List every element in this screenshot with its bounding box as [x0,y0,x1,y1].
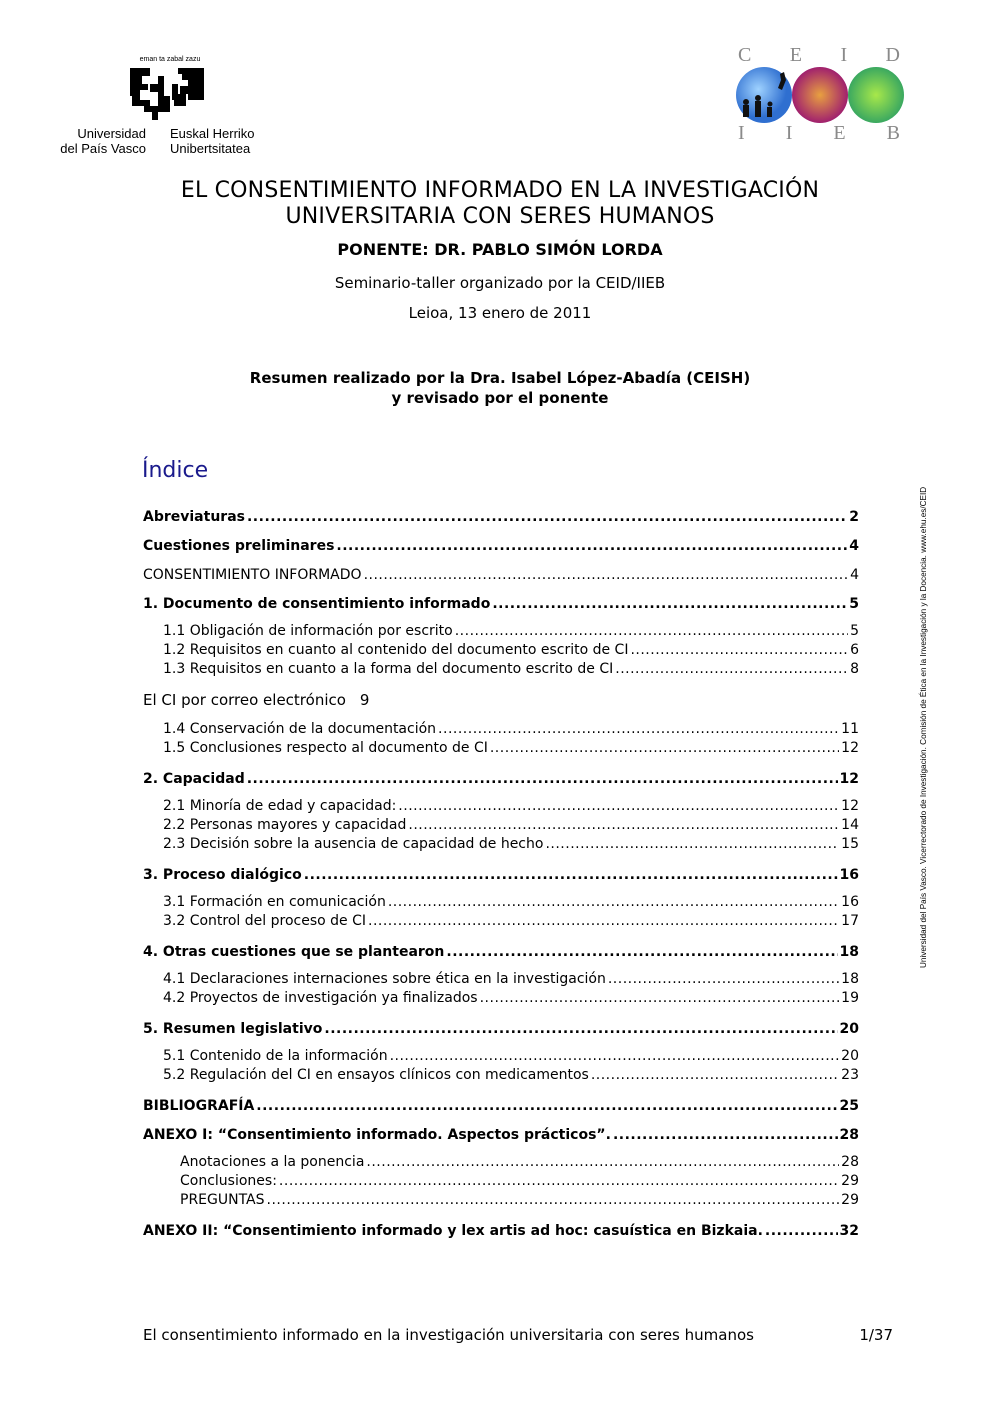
page-number: 1/37 [859,1326,893,1344]
upv-ehu-logo [46,56,276,160]
toc-entry[interactable]: 3.2 Control del proceso de CI ..... 17 [143,912,859,941]
toc-entry[interactable]: 1.1 Obligación de información por escrito ..... 5 [143,622,859,641]
university-name-eu: Euskal Herriko Unibertsitatea [170,126,255,156]
toc-entry[interactable]: 1.5 Conclusiones respecto al documento de CI ..... 12 [143,739,859,768]
toc-entry[interactable]: 2.2 Personas mayores y capacidad ..... 14 [143,816,859,835]
toc-entry[interactable]: 4.2 Proyectos de investigación ya finalizados ..... 19 [143,989,859,1018]
toc-entry[interactable]: Anotaciones a la ponencia ..... 28 [143,1153,859,1172]
place-date: Leioa, 13 enero de 2011 [408,304,592,322]
speaker: PONENTE: DR. PABLO SIMÓN LORDA [337,240,663,259]
summary-credit: Resumen realizado por la Dra. Isabel López-Abadía (CEISH) y revisado por el ponente [249,369,751,407]
table-of-contents [143,506,859,1249]
document-title: EL CONSENTIMIENTO INFORMADO EN LA INVESTIGACIÓN UNIVERSITARIA CON SERES HUMANOS [180,178,820,229]
ceid-circles-icon [734,66,906,124]
toc-entry[interactable]: Cuestiones preliminares ..... 4 [143,535,859,564]
iieb-letters: I I E B [738,122,902,144]
footer-title: El consentimiento informado en la investigación universitaria con seres humanos [143,1326,754,1344]
toc-entry[interactable]: 2.1 Minoría de edad y capacidad: ..... 12 [143,797,859,816]
toc-entry[interactable]: ANEXO II: “Consentimiento informado y lex artis ad hoc: casuística en Bizkaia. ..... 32 [143,1220,859,1249]
toc-entry[interactable]: 1.3 Requisitos en cuanto a la forma del documento escrito de CI ..... 8 [143,660,859,689]
toc-entry[interactable]: 3. Proceso dialógico ..... 16 [143,864,859,893]
toc-entry[interactable]: BIBLIOGRAFÍA ..... 25 [143,1095,859,1124]
university-emblem-icon [128,66,206,122]
university-motto: eman ta zabal zazu [139,56,201,63]
toc-entry[interactable]: 4.1 Declaraciones internaciones sobre ética en la investigación ..... 18 [143,970,859,989]
toc-entry[interactable]: ANEXO I: “Consentimiento informado. Aspectos prácticos”. ..... 28 [143,1124,859,1153]
toc-entry[interactable]: Abreviaturas ..... 2 [143,506,859,535]
toc-entry[interactable]: 5. Resumen legislativo ..... 20 [143,1018,859,1047]
seminar-organizer: Seminario-taller organizado por la CEID/IIEB [334,274,666,292]
toc-entry[interactable]: 2. Capacidad ..... 12 [143,768,859,797]
toc-entry[interactable]: 1. Documento de consentimiento informado ..... 5 [143,593,859,622]
toc-entry[interactable]: El CI por correo electrónico 9 [143,691,370,709]
ceid-letters: C E I D [738,44,902,66]
university-name-es: Universidad del País Vasco [60,126,146,156]
index-heading: Índice [142,458,209,483]
toc-entry[interactable]: PREGUNTAS ..... 29 [143,1191,859,1220]
toc-entry[interactable]: 4. Otras cuestiones que se plantearon ..... 18 [143,941,859,970]
page-footer [143,1326,893,1344]
toc-entry[interactable]: 2.3 Decisión sobre la ausencia de capacidad de hecho ..... 15 [143,835,859,864]
toc-entry[interactable]: Conclusiones: ..... 29 [143,1172,859,1191]
side-vertical-text: Universidad del País Vasco. Vicerrectorado de Investigación. Comisión de Ética en la Investigación y la Docencia. www.ehu.es/CEID [919,486,928,968]
toc-entry[interactable]: 5.1 Contenido de la información ..... 20 [143,1047,859,1066]
toc-entry[interactable]: CONSENTIMIENTO INFORMADO ..... 4 [143,564,859,593]
toc-entry[interactable]: 5.2 Regulación del CI en ensayos clínicos con medicamentos ..... 23 [143,1066,859,1095]
ceid-iieb-logo [730,44,910,144]
toc-entry[interactable]: 3.1 Formación en comunicación ..... 16 [143,893,859,912]
toc-entry[interactable]: 1.2 Requisitos en cuanto al contenido del documento escrito de CI ..... 6 [143,641,859,660]
toc-entry[interactable]: 1.4 Conservación de la documentación ..... 11 [143,720,859,739]
